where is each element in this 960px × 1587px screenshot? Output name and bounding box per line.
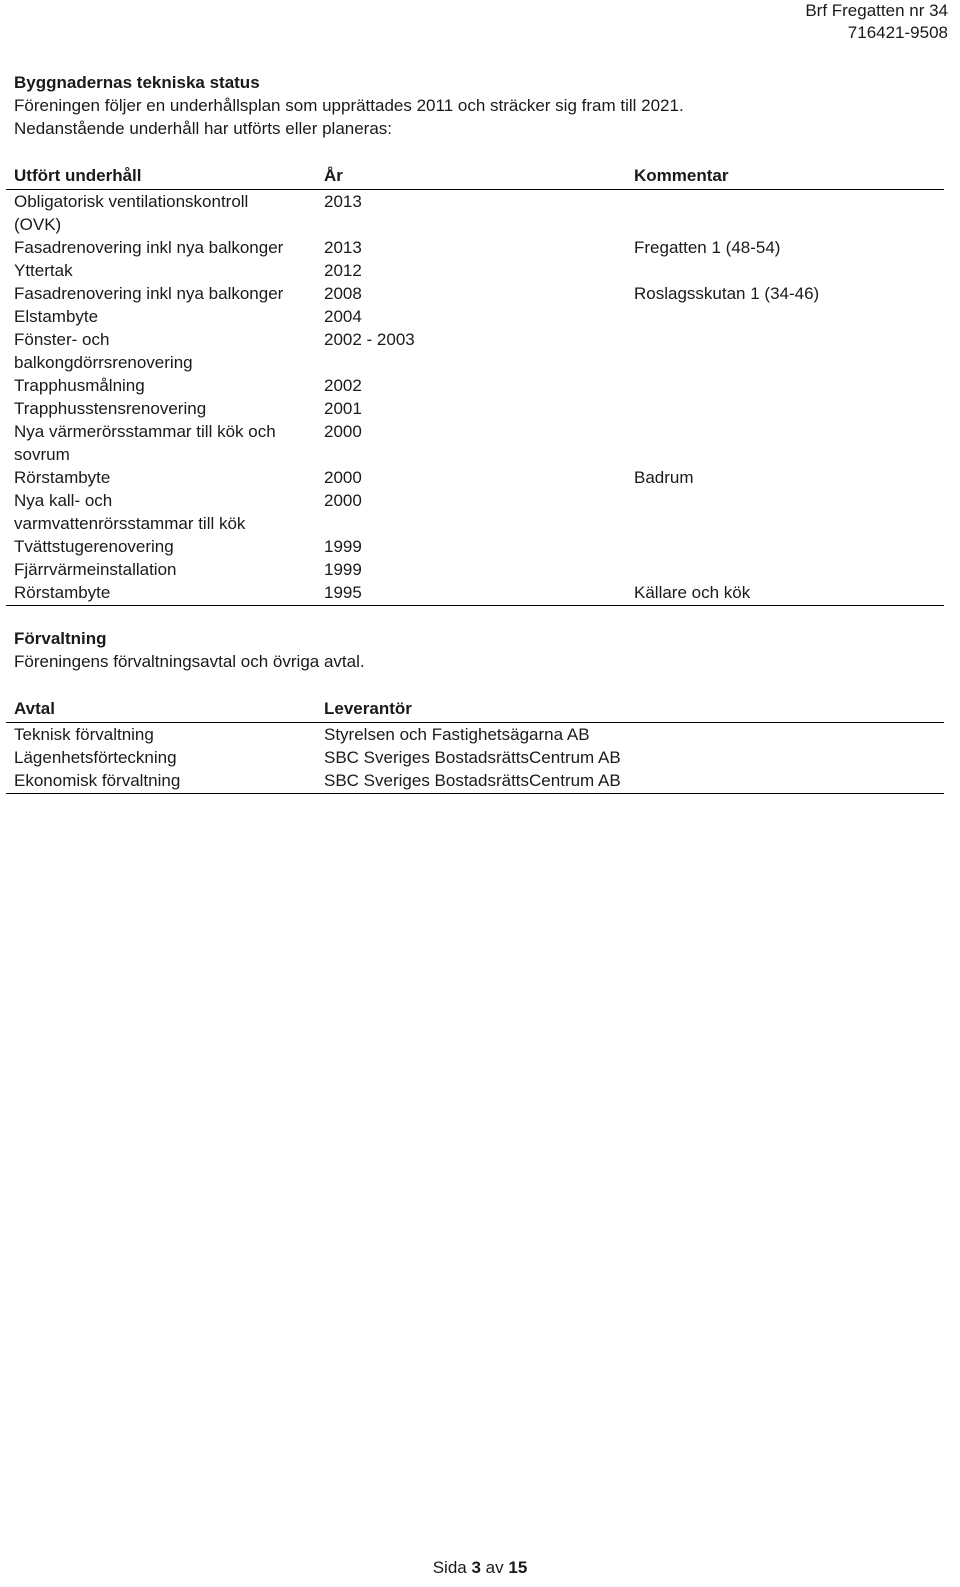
management-table bbox=[6, 694, 944, 792]
maintenance-table bbox=[6, 161, 944, 604]
table-row bbox=[6, 558, 944, 581]
table-row bbox=[6, 535, 944, 558]
work-cell: Yttertak bbox=[14, 261, 73, 280]
year-cell: 1999 bbox=[324, 537, 362, 556]
comment-cell: Badrum bbox=[634, 468, 694, 487]
col-header-supplier: Leverantör bbox=[324, 699, 412, 718]
table-row bbox=[6, 328, 944, 374]
year-cell: 2013 bbox=[324, 238, 362, 257]
work-cell: sovrum bbox=[14, 445, 70, 464]
table-row bbox=[6, 282, 944, 305]
work-cell: Elstambyte bbox=[14, 307, 99, 326]
year-cell: 2001 bbox=[324, 399, 362, 418]
footer-separator: av bbox=[485, 1558, 504, 1577]
table-row bbox=[6, 723, 944, 746]
year-cell: 2002 - 2003 bbox=[324, 330, 415, 349]
year-cell: 2002 bbox=[324, 376, 362, 395]
table-row bbox=[6, 420, 944, 466]
year-cell: 1995 bbox=[324, 583, 362, 602]
year-cell: 2012 bbox=[324, 261, 362, 280]
technical-status-title: Byggnadernas tekniska status bbox=[14, 73, 260, 92]
technical-intro-line1: Föreningen följer en underhållsplan som upprättades 2011 och sträcker sig fram till 2021. bbox=[14, 96, 684, 115]
management-table-header bbox=[6, 694, 944, 723]
work-cell: Nya kall- och bbox=[14, 491, 113, 510]
col-header-year: År bbox=[324, 166, 343, 185]
table-row bbox=[6, 581, 944, 604]
work-cell: Fönster- och bbox=[14, 330, 110, 349]
management-title: Förvaltning bbox=[14, 629, 107, 648]
page-header bbox=[805, 0, 948, 44]
year-cell: 2008 bbox=[324, 284, 362, 303]
table-row bbox=[6, 397, 944, 420]
work-cell: varmvattenrörsstammar till kök bbox=[14, 514, 246, 533]
technical-intro-line2: Nedanstående underhåll har utförts eller planeras: bbox=[14, 119, 393, 138]
footer-page-number: 3 bbox=[471, 1558, 481, 1577]
table-row bbox=[6, 374, 944, 397]
supplier-cell: SBC Sveriges BostadsrättsCentrum AB bbox=[324, 771, 621, 790]
supplier-cell: Styrelsen och Fastighetsägarna AB bbox=[324, 725, 590, 744]
col-header-comment: Kommentar bbox=[634, 166, 729, 185]
table-row bbox=[6, 746, 944, 769]
maintenance-table-header bbox=[6, 161, 944, 190]
work-cell: Trapphusstensrenovering bbox=[14, 399, 207, 418]
contract-cell: Lägenhetsförteckning bbox=[14, 748, 177, 767]
comment-cell: Källare och kök bbox=[634, 583, 751, 602]
contract-cell: Ekonomisk förvaltning bbox=[14, 771, 181, 790]
table-row bbox=[6, 259, 944, 282]
management-table-body bbox=[6, 723, 944, 792]
year-cell: 1999 bbox=[324, 560, 362, 579]
supplier-cell: SBC Sveriges BostadsrättsCentrum AB bbox=[324, 748, 621, 767]
management-intro: Föreningens förvaltningsavtal och övriga avtal. bbox=[14, 652, 365, 671]
work-cell: Nya värmerörsstammar till kök och bbox=[14, 422, 276, 441]
table-row bbox=[6, 305, 944, 328]
table-row bbox=[6, 769, 944, 792]
comment-cell: Roslagsskutan 1 (34-46) bbox=[634, 284, 820, 303]
footer-page-total: 15 bbox=[508, 1558, 528, 1577]
work-cell: Tvättstugerenovering bbox=[14, 537, 174, 556]
comment-cell: Fregatten 1 (48-54) bbox=[634, 238, 781, 257]
work-cell: Fjärrvärmeinstallation bbox=[14, 560, 177, 579]
work-cell: Rörstambyte bbox=[14, 468, 111, 487]
work-cell: balkongdörrsrenovering bbox=[14, 353, 193, 372]
year-cell: 2000 bbox=[324, 422, 362, 441]
table-row bbox=[6, 489, 944, 535]
maintenance-table-bottom-rule bbox=[6, 605, 944, 606]
table-row bbox=[6, 236, 944, 259]
work-cell: (OVK) bbox=[14, 215, 62, 234]
table-row bbox=[6, 466, 944, 489]
org-name: Brf Fregatten nr 34 bbox=[805, 1, 948, 20]
work-cell: Rörstambyte bbox=[14, 583, 111, 602]
page-footer bbox=[0, 1557, 960, 1579]
management-table-bottom-rule bbox=[6, 793, 944, 794]
col-header-work: Utfört underhåll bbox=[14, 166, 142, 185]
work-cell: Trapphusmålning bbox=[14, 376, 145, 395]
year-cell: 2004 bbox=[324, 307, 362, 326]
org-number: 716421-9508 bbox=[847, 23, 948, 42]
table-row bbox=[6, 190, 944, 236]
year-cell: 2000 bbox=[324, 468, 362, 487]
footer-prefix: Sida bbox=[432, 1558, 467, 1577]
col-header-contract: Avtal bbox=[14, 699, 55, 718]
work-cell: Fasadrenovering inkl nya balkonger bbox=[14, 238, 284, 257]
contract-cell: Teknisk förvaltning bbox=[14, 725, 154, 744]
work-cell: Obligatorisk ventilationskontroll bbox=[14, 192, 249, 211]
year-cell: 2013 bbox=[324, 192, 362, 211]
year-cell: 2000 bbox=[324, 491, 362, 510]
maintenance-table-body bbox=[6, 190, 944, 604]
work-cell: Fasadrenovering inkl nya balkonger bbox=[14, 284, 284, 303]
